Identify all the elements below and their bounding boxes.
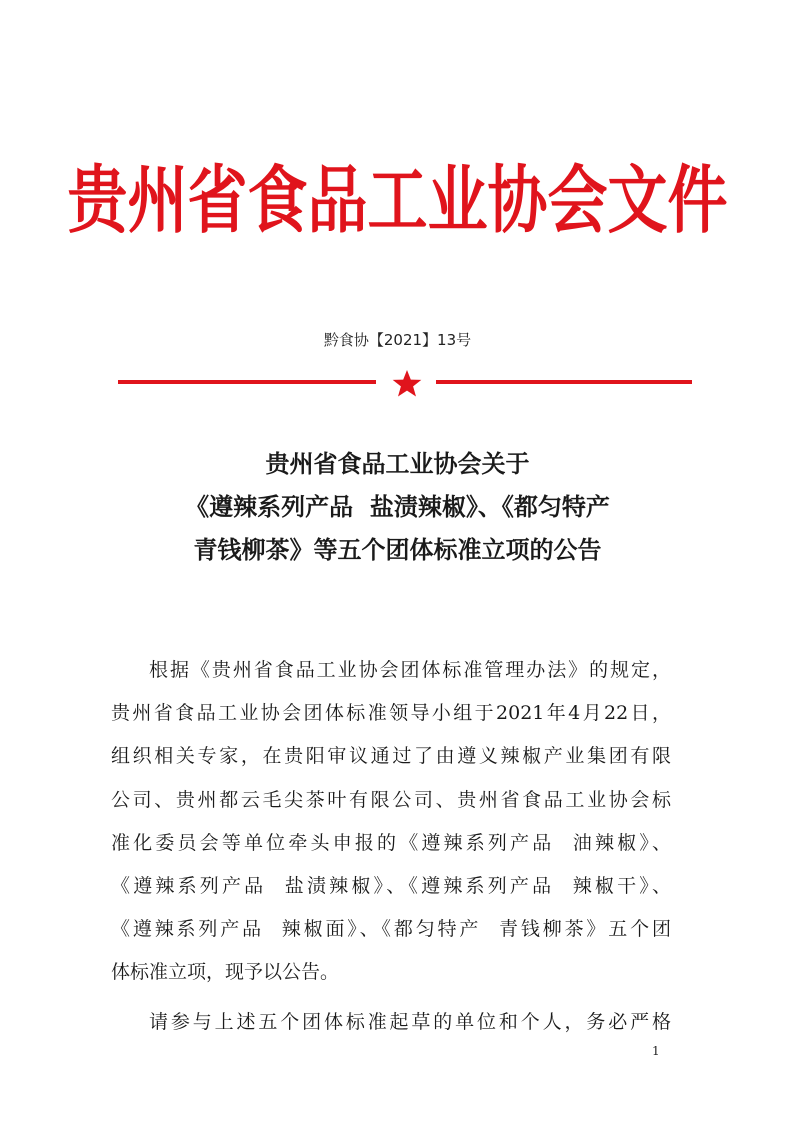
announcement-subject [0,443,795,572]
divider-line-right [436,380,692,384]
subject-line: 青钱柳茶》等五个团体标准立项的公告 [193,536,602,564]
announcement-body [111,649,671,1044]
body-line: 公司、贵州都云毛尖茶叶有限公司、贵州省食品工业协会标 [111,788,671,811]
document-header-title: 贵州省食品工业协会文件 [67,158,728,244]
subject-line: 贵州省食品工业协会关于 [265,450,530,478]
body-line: 体标准立项，现予以公告。 [111,961,340,984]
star-icon [393,370,422,397]
divider-line-left [118,380,376,384]
document-number: 黔食协【2021】13号 [323,331,472,349]
page-number: 1 [652,1044,660,1058]
red-divider [118,370,692,398]
body-line: 《遵辣系列产品 辣椒面》、《都匀特产 青钱柳茶》五个团 [111,918,671,941]
body-line: 组织相关专家，在贵阳审议通过了由遵义辣椒产业集团有限 [111,745,671,768]
body-line: 《遵辣系列产品 盐渍辣椒》、《遵辣系列产品 辣椒干》、 [111,874,671,897]
body-line: 请参与上述五个团体标准起草的单位和个人，务必严格 [149,1010,671,1033]
subject-line: 《遵辣系列产品 盐渍辣椒》、《都匀特产 [185,493,610,521]
body-line: 贵州省食品工业协会团体标准领导小组于2021年4月22日， [111,702,671,725]
body-line: 准化委员会等单位牵头申报的《遵辣系列产品 油辣椒》、 [111,831,671,854]
body-line: 根据《贵州省食品工业协会团体标准管理办法》的规定， [149,659,671,681]
